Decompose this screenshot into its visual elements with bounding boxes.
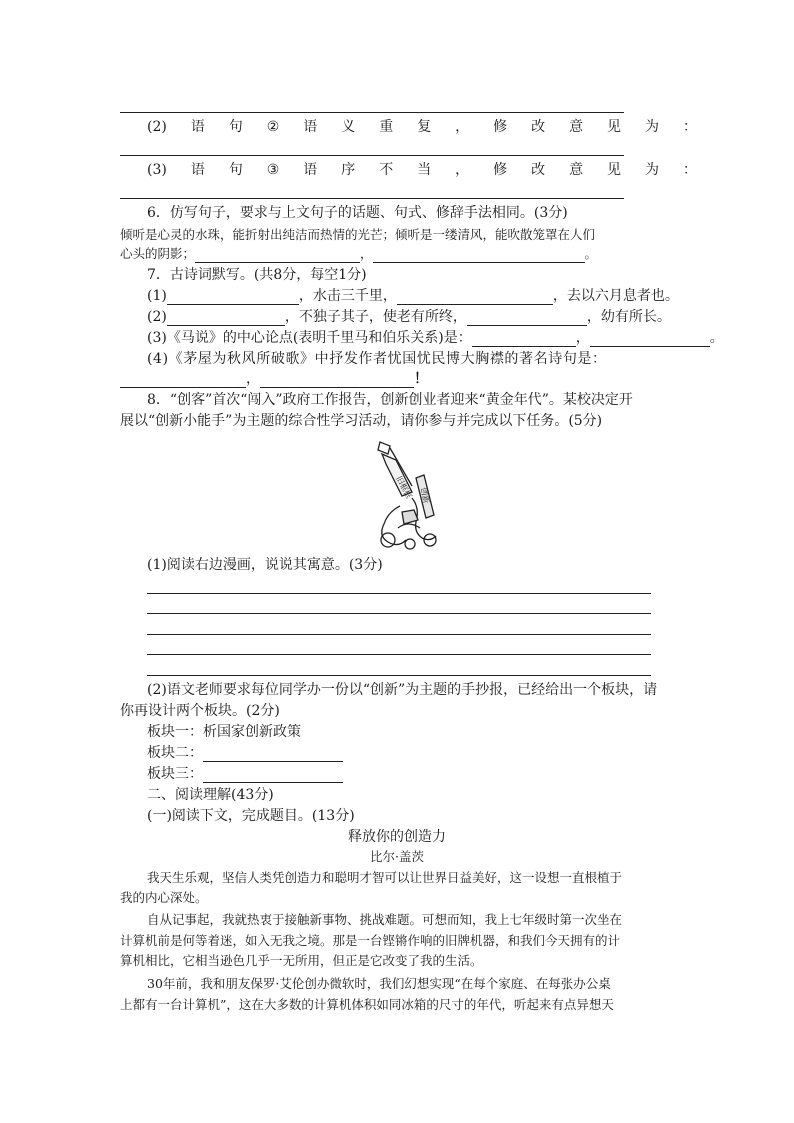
q7-item3-text: (3)《马说》的中心论点(表明千里马和伯乐关系)是： bbox=[147, 330, 472, 346]
q6-blank-1[interactable] bbox=[195, 248, 360, 263]
article-p1-line1: 我天生乐观，坚信人类凭创造力和聪明才智可以让世界日益美好，这一设想一直根植于 bbox=[147, 870, 623, 885]
q7-blank-5[interactable] bbox=[472, 332, 576, 347]
article-p3-line2: 上都有一台计算机”，这在大多数的计算机体积如同冰箱的尺寸的年代，听起来有点异想天 bbox=[120, 997, 614, 1012]
cartoon-sign-2: 创新 bbox=[419, 486, 431, 505]
q5-char: ： bbox=[682, 119, 697, 135]
answer-line bbox=[147, 634, 651, 635]
article-p3-line1: 30年前，我和朋友保罗·艾伦创办微软时，我们幻想实现“在每个家庭、在每张办公桌 bbox=[147, 976, 611, 991]
answer-line bbox=[147, 613, 651, 614]
answer-line bbox=[147, 654, 651, 655]
q5-char: 为 bbox=[645, 162, 659, 178]
q5-char: 见 bbox=[607, 119, 622, 135]
q8-sub1: (1)阅读右边漫画，说说其寓意。(3分) bbox=[147, 557, 383, 573]
q5-char: 语 bbox=[303, 119, 318, 135]
q5-char: 改 bbox=[531, 162, 546, 178]
article-p2-line2: 计算机前是何等着迷，如入无我之境。那是一台铿锵作响的旧牌机器，和我们今天拥有的计 bbox=[120, 933, 621, 948]
section2-part1: (一)阅读下文，完成题目。(13分) bbox=[147, 808, 355, 824]
q5-char: ， bbox=[455, 162, 470, 178]
q7-item-4-blanks bbox=[120, 370, 428, 388]
answer-line bbox=[147, 675, 651, 676]
q8-sub2-line2: 你再设计两个板块。(2分) bbox=[120, 703, 280, 719]
q5-char: 见 bbox=[607, 162, 622, 178]
q5-char: ③ bbox=[266, 162, 280, 178]
q5-char: 序 bbox=[341, 162, 356, 178]
q7-item2-prefix: (2) bbox=[147, 309, 167, 325]
q8-block-1: 板块一：析国家创新政策 bbox=[147, 724, 301, 740]
q6-separator: ， bbox=[360, 246, 373, 261]
q5-char: 为 bbox=[645, 119, 659, 135]
q5-char: 当 bbox=[417, 162, 432, 178]
q8-block3-label: 板块三： bbox=[147, 766, 203, 782]
q5-char: 句 bbox=[228, 119, 243, 135]
answer-line bbox=[147, 593, 651, 594]
q7-blank-4[interactable] bbox=[467, 311, 587, 326]
q7-item-1 bbox=[147, 287, 679, 305]
q5-char: ② bbox=[266, 119, 280, 135]
q5-char: 义 bbox=[341, 119, 356, 135]
q8-intro-line1: 8．“创客”首次“闯入”政府工作报告，创新创业者迎来“黄金年代”。某校决定开 bbox=[147, 392, 633, 408]
q8-sub2-line1: (2)语文老师要求每位同学办一份以“创新”为主题的手抄报，已经给出一个板块，请 bbox=[147, 682, 658, 698]
q7-item4-sep: ， bbox=[246, 371, 260, 387]
q5-char: 修 bbox=[493, 162, 508, 178]
q7-item1-prefix: (1) bbox=[147, 288, 167, 304]
section2-title: 二、阅读理解(43分) bbox=[147, 787, 274, 803]
q5-item-3 bbox=[147, 161, 697, 179]
q7-item1-mid: ，水击三千里， bbox=[298, 288, 397, 304]
article-p2-line1: 自从记事起，我就热衷于接触新事物、挑战难题。可想而知，我上七年级时第一次坐在 bbox=[147, 912, 623, 927]
article-title: 释放你的创造力 bbox=[348, 829, 446, 845]
q8-block-3 bbox=[147, 765, 343, 783]
q5-char: (2) bbox=[147, 119, 167, 135]
q7-item2-mid: ，不独子其子，使老有所终， bbox=[284, 309, 467, 325]
q5-char: 句 bbox=[228, 162, 243, 178]
q7-blank-2[interactable] bbox=[397, 290, 553, 305]
q7-item4-end: ！ bbox=[414, 371, 428, 387]
q6-example-line1: 倾听是心灵的水珠，能折射出纯洁而热情的光芒；倾听是一缕清风，能吹散笼罩在人们 bbox=[120, 227, 596, 242]
q5-char: ， bbox=[455, 119, 470, 135]
q5-item-2 bbox=[147, 118, 697, 136]
q7-blank-7[interactable] bbox=[120, 373, 246, 388]
q5-char: 语 bbox=[190, 119, 205, 135]
q7-blank-3[interactable] bbox=[167, 311, 285, 326]
q7-item-4: (4)《茅屋为秋风所破歌》中抒发作者忧国忧民博大胸襟的著名诗句是： bbox=[147, 351, 607, 367]
q8-block3-blank[interactable] bbox=[203, 768, 343, 783]
q5-char: 意 bbox=[569, 162, 584, 178]
q8-intro-line2: 展以“创新小能手”为主题的综合性学习活动，请你参与并完成以下任务。(5分) bbox=[120, 413, 603, 429]
q5-char: 语 bbox=[303, 162, 318, 178]
q6-example-prefix: 心头的阴影； bbox=[120, 246, 196, 261]
q7-item3-end: 。 bbox=[709, 330, 724, 346]
q8-block2-label: 板块二： bbox=[147, 745, 203, 761]
q6-example-line2 bbox=[120, 245, 597, 263]
q7-item1-end: ，去以六月息者也。 bbox=[552, 288, 679, 304]
q7-blank-1[interactable] bbox=[167, 290, 299, 305]
q5-char: 重 bbox=[379, 119, 394, 135]
innovation-cartoon-image bbox=[372, 438, 446, 552]
q7-item-3 bbox=[147, 329, 724, 347]
cartoon-sign-1: 旧框框 bbox=[394, 474, 414, 501]
q5-char: 修 bbox=[493, 119, 508, 135]
q6-end: 。 bbox=[584, 246, 598, 261]
q5-char: 意 bbox=[569, 119, 584, 135]
q7-blank-6[interactable] bbox=[590, 332, 710, 347]
q8-block-2 bbox=[147, 744, 343, 762]
q7-item-2 bbox=[147, 308, 671, 326]
q7-item2-end: ，幼有所长。 bbox=[586, 309, 671, 325]
q5-char: ： bbox=[682, 162, 697, 178]
q6-blank-2[interactable] bbox=[373, 248, 585, 263]
q5-char: 不 bbox=[379, 162, 394, 178]
q7-blank-8[interactable] bbox=[260, 373, 414, 388]
answer-line bbox=[120, 155, 624, 156]
article-author: 比尔·盖茨 bbox=[370, 849, 424, 864]
q5-char: 改 bbox=[531, 119, 546, 135]
answer-line bbox=[120, 112, 624, 113]
q7-item3-sep: ， bbox=[575, 330, 590, 346]
q5-char: 语 bbox=[190, 162, 205, 178]
q6-title: 6．仿写句子，要求与上文句子的话题、句式、修辞手法相同。(3分) bbox=[147, 205, 568, 221]
q5-char: 复 bbox=[417, 119, 432, 135]
article-p1-line2: 我的内心深处。 bbox=[120, 890, 208, 905]
article-p2-line3: 算机相比，它相当逊色几乎一无所用，但正是它改变了我的生活。 bbox=[120, 953, 483, 968]
q5-char: (3) bbox=[147, 162, 167, 178]
answer-line bbox=[120, 198, 624, 199]
q8-block2-blank[interactable] bbox=[203, 747, 343, 762]
q7-title: 7．古诗词默写。(共8分，每空1分) bbox=[147, 267, 367, 283]
